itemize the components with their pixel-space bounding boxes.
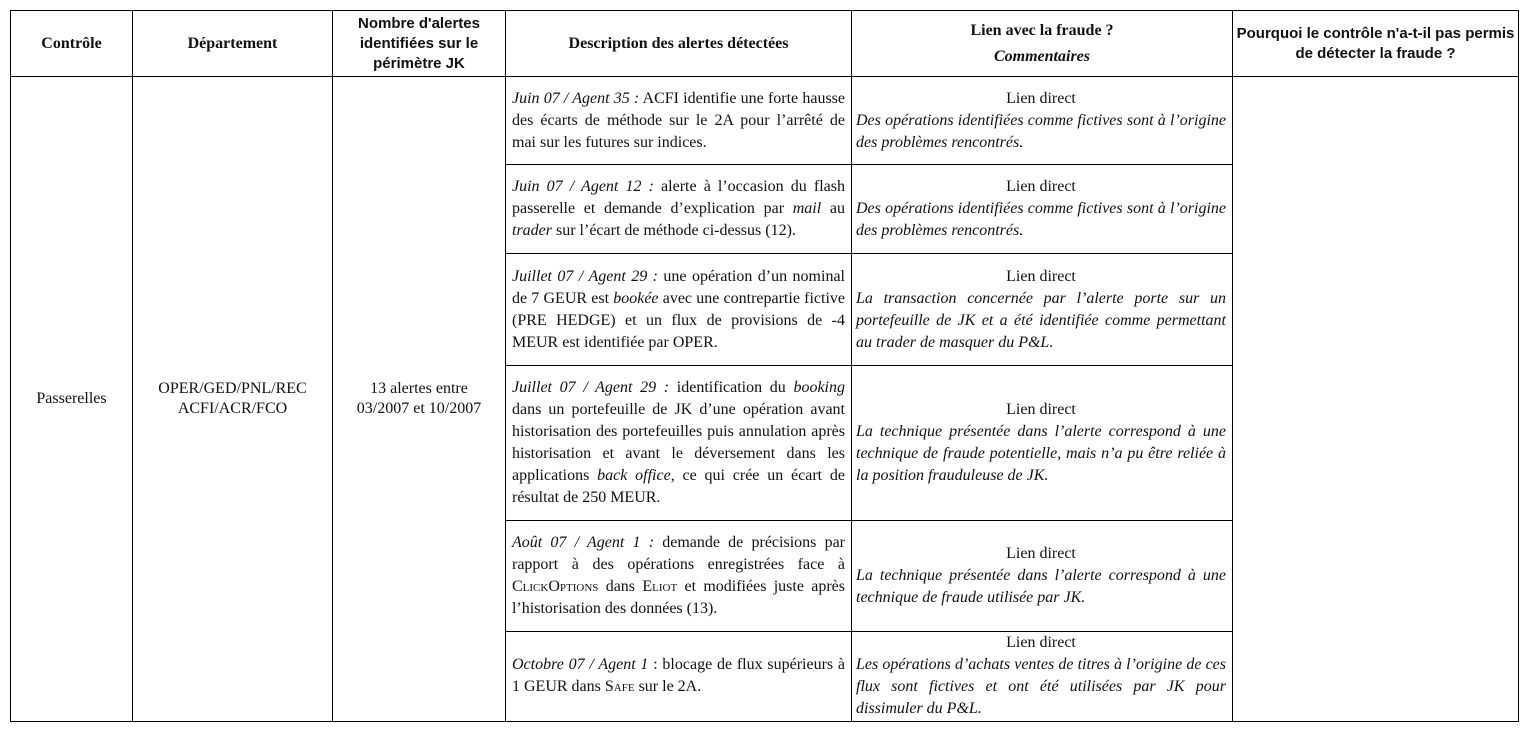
alert-text: identification du [669,379,794,397]
alert-text-italic: booking [793,379,845,397]
alert-text: demande de précisions par rapport à des opérations enregistrées face à [512,533,845,573]
lien-label: Lien direct [1006,544,1076,562]
alert-text-italic: bookée [613,289,659,307]
alert-text: : blocage de flux supérieurs à 1 GEUR dans [512,656,846,696]
alert-text-italic: mail [792,200,822,218]
alert-date: Juin 07 / Agent 12 : [512,178,654,196]
lien-cell [852,520,1233,631]
header-row [11,11,1519,77]
alert-text-italic: back office [597,467,671,485]
alert-text: dans un portefeuille de JK d’une opération avant historisation des portefeuilles puis annulation après historisation et avant le déversement dans les applications [512,401,845,485]
lien-label: Lien direct [1006,401,1076,419]
lien-cell [852,77,1233,165]
alert-date: Août 07 / Agent 1 : [512,533,655,551]
lien-label: Lien direct [1006,89,1076,107]
alert-date: Juillet 07 / Agent 29 : [512,267,658,285]
alert-text-smallcaps: ClickOptions [512,577,599,595]
alert-text: sur l’écart de méthode ci-dessus (12). [552,222,796,240]
lien-label: Lien direct [1006,634,1076,652]
alert-description [506,366,852,520]
alert-text: alerte à l’occasion du flash passerelle et demande d’explication par [512,178,845,218]
alert-text: au [821,200,845,218]
lien-label: Lien direct [1006,267,1076,285]
header-lien-title: Lien avec la fraude ? [970,21,1114,39]
lien-commentaire: Des opérations identifiées comme fictives sont à l’origine des problèmes rencontrés. [856,200,1226,240]
lien-cell [852,631,1233,721]
alert-text: et modifiées juste après l’historisation des données (13). [512,577,845,617]
alert-text-italic: trader [512,222,552,240]
departement-line: ACFI/ACR/FCO [177,400,288,418]
alert-description [506,631,852,721]
alert-text: une opération d’un nominal de 7 GEUR est [512,267,845,307]
alert-text: ACFI identifie une forte hausse des écarts de méthode sur le 2A pour l’arrêté de mai sur les futures sur indices. [512,89,845,151]
lien-label: Lien direct [1006,178,1076,196]
header-nombre-alertes: Nombre d'alertes identifiées sur le périmètre JK [333,11,506,77]
header-departement: Département [133,11,333,77]
fraud-controls-table [10,10,1519,722]
departement-line: OPER/GED/PNL/REC [158,380,307,398]
alert-text: sur le 2A. [634,678,702,696]
nombre-line: 13 alertes entre [370,380,468,398]
alert-date: Octobre 07 / Agent 1 [512,656,649,674]
header-description: Description des alertes détectées [506,11,852,77]
alert-text: dans [598,577,643,595]
lien-commentaire: La technique présentée dans l’alerte correspond à une technique de fraude utilisée par JK. [856,566,1226,606]
alert-date: Juillet 07 / Agent 29 : [512,379,670,397]
alert-description [506,165,852,254]
alert-text: avec une contrepartie fictive (PRE HEDGE) et un flux de provisions de -4 MEUR est identifiée par OPER. [512,289,845,351]
nombre-alertes-cell [333,77,506,722]
header-controle: Contrôle [11,11,133,77]
alert-description [506,254,852,366]
lien-commentaire: Des opérations identifiées comme fictives sont à l’origine des problèmes rencontrés. [856,111,1226,151]
header-pourquoi: Pourquoi le contrôle n'a-t-il pas permis de détecter la fraude ? [1233,11,1519,77]
lien-cell [852,165,1233,254]
alert-text-smallcaps: Safe [604,678,635,696]
alert-description [506,520,852,631]
lien-cell [852,254,1233,366]
lien-commentaire: La transaction concernée par l’alerte porte sur un portefeuille de JK et a été identifiée comme permettant au trader de masquer du P&L. [856,289,1226,351]
header-commentaires: Commentaires [993,47,1090,65]
alert-text-smallcaps: Eliot [642,577,678,595]
departement-cell [133,77,333,722]
pourquoi-cell [1233,77,1519,722]
alert-text: , ce qui crée un écart de résultat de 250 MEUR. [512,467,845,507]
nombre-line: 03/2007 et 10/2007 [356,400,482,418]
lien-commentaire: La technique présentée dans l’alerte correspond à une technique de fraude potentielle, mais n’a pu être reliée à la position frauduleuse de JK. [856,423,1226,485]
alert-date: Juin 07 / Agent 35 : [512,89,640,107]
alert-description [506,77,852,165]
lien-commentaire: Les opérations d’achats ventes de titres à l’origine de ces flux sont fictives et ont été utilisées par JK pour dissimuler du P&L. [856,656,1226,718]
controle-cell: Passerelles [11,77,133,722]
table-row [11,77,1519,165]
lien-cell [852,366,1233,520]
header-lien-fraude [852,11,1233,77]
